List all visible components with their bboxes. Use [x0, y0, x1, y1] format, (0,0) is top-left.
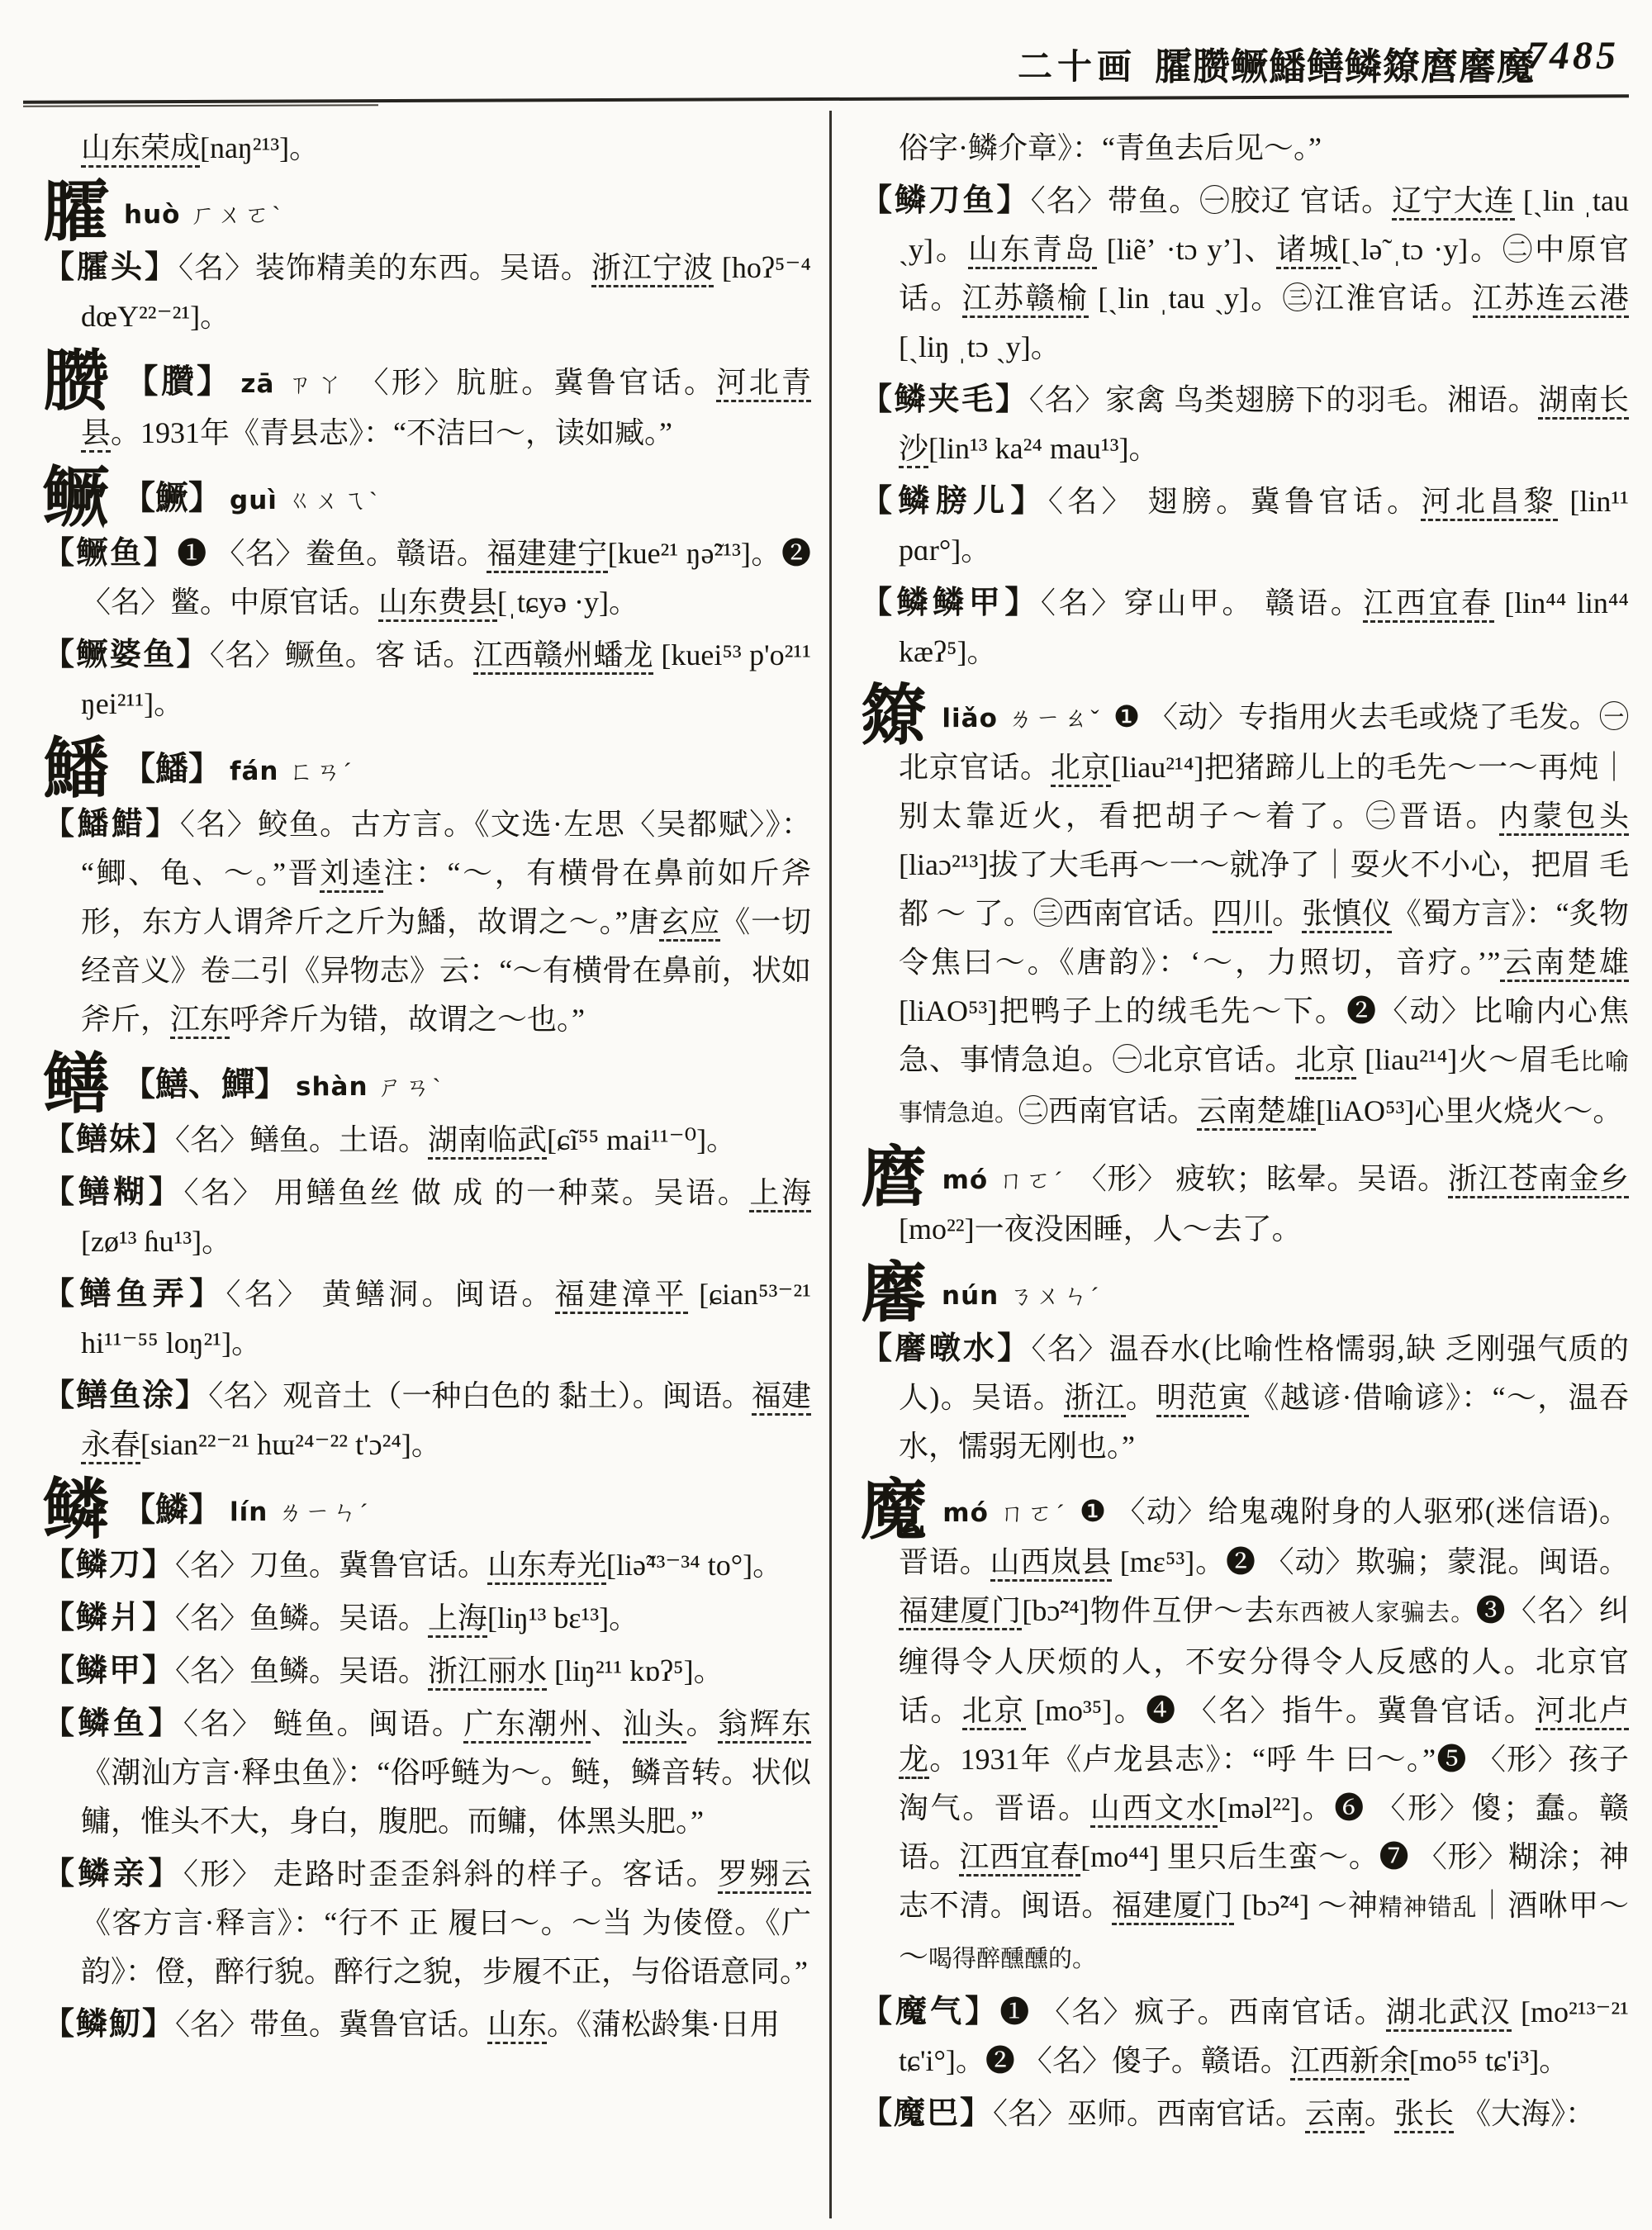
proper-noun: 山东荣成	[81, 131, 200, 168]
proper-noun: 江苏连云港	[1473, 282, 1629, 318]
proper-noun: 湖南临武	[428, 1123, 547, 1160]
pinyin-reading: guì	[230, 486, 278, 515]
text-run: ❶ 〈动〉专指用火去毛或烧了毛发。㊀北京官话。	[899, 700, 1630, 784]
text-run: 。1931年《青县志》：“不洁曰～，读如臧。”	[111, 416, 672, 449]
zhuyin-reading: ㄍㄨㄟˋ	[287, 487, 380, 515]
continuation-paragraph	[861, 124, 1629, 173]
text-run: ｜酒咻甲～～	[899, 1889, 1629, 1973]
text-run: 〈名〉鲛鱼。古方言。《文选·左思〈吴都赋〉》：“鲫、龟、～。”晋	[81, 808, 811, 890]
entry-headword: 【臛头】	[43, 250, 178, 285]
proper-noun: 福建厦门	[899, 1594, 1022, 1630]
compound-word-entry	[861, 177, 1629, 372]
text-run: [bɔ̃²⁴] ～神	[1233, 1889, 1379, 1922]
text-run: [ˏlə̃ ˌtɔ ·y]。㊁中原官话。	[899, 233, 1629, 315]
text-run: [kue²¹ ŋə̃²¹³]。❷ 〈名〉鳖。中原官话。	[81, 537, 811, 619]
proper-noun: 上海	[428, 1601, 487, 1638]
proper-noun: 辽宁大连	[1392, 184, 1515, 221]
text-run: [ɕĩ⁵⁵ mai¹¹⁻⁰]。	[547, 1123, 737, 1156]
compound-word-entry	[43, 1270, 811, 1368]
text-run: [mo²²]一夜没困睡，人～去了。	[899, 1212, 1302, 1245]
text-run: 比喻事情急迫。	[899, 1049, 1629, 1127]
head-character: 臜	[43, 346, 112, 419]
compound-word-entry	[43, 1372, 811, 1469]
text-run: ❶ 〈名〉疯子。西南官话。	[999, 1995, 1386, 2028]
proper-noun: 广东潮州	[463, 1707, 591, 1744]
zhuyin-reading: ㄌㄧㄣˊ	[278, 1499, 371, 1526]
entry-headword: 【鱕䱜】	[43, 807, 180, 842]
text-run: [lin¹¹ pɑr°]。	[899, 485, 1629, 567]
text-run: 〈名〉 翅膀。冀鲁官话。	[1047, 485, 1422, 518]
text-run: [ˏliŋ ˌtɔ ˏy]。	[899, 330, 1061, 363]
proper-noun: 玄应	[659, 905, 720, 942]
compound-word-entry	[43, 2000, 811, 2049]
proper-noun: 山东寿光	[487, 1549, 606, 1585]
proper-noun: 江西宜春	[1363, 586, 1493, 623]
text-run: 《客方言·释言》：“行不 正 履曰～。～当 为倰僜。《广韵》：僜，醉行貌。醉行之貌，步履不正，与俗语意同。”	[81, 1906, 811, 1988]
proper-noun: 张慎仪	[1302, 897, 1391, 933]
text-run: [zø¹³ ɦu¹³]。	[81, 1225, 232, 1258]
entry-headword: 【鳞魛】	[43, 2007, 176, 2042]
proper-noun: 山东	[487, 2008, 547, 2044]
proper-noun: 湖南长沙	[899, 383, 1629, 468]
text-run: 俗字·鳞介章》：“青鱼去后见～。”	[899, 131, 1322, 164]
text-run: [liAO⁵³]把鸭子上的绒毛先～下。❷〈动〉比喻内心焦急、事情急迫。㊀北京官话。	[899, 994, 1629, 1076]
text-run: 。	[1125, 1381, 1157, 1414]
text-run: 精神错乱	[1378, 1895, 1478, 1921]
text-run: 《一切经音义》卷二引《异物志》云：“～有横骨在鼻前，状如斧斤，	[81, 905, 811, 1036]
text-run: ㊁西南官话。	[1018, 1094, 1198, 1127]
text-run: [liə̃⁴³⁻³⁴ to°]。	[606, 1549, 783, 1582]
pinyin-reading: lín	[230, 1497, 268, 1527]
proper-noun: 山西文水	[1090, 1791, 1218, 1828]
traditional-form: 【鱗】	[122, 1492, 221, 1528]
proper-noun: 北京	[962, 1694, 1026, 1730]
proper-noun: 明范寅	[1156, 1381, 1249, 1417]
text-run: 〈名〉刀鱼。冀鲁官话。	[175, 1549, 488, 1582]
text-run: [mo²¹³⁻²¹ tɕ'i°]。❷ 〈名〉傻子。赣语。	[899, 1995, 1629, 2077]
pinyin-reading: shàn	[296, 1072, 368, 1102]
text-run: 〈名〉带鱼。㊀胶辽 官话。	[1030, 184, 1393, 217]
head-character-entry	[43, 1049, 811, 1122]
text-run: 《越谚·借喻谚》：“～，温吞水，懦弱无刚也。”	[899, 1381, 1629, 1463]
text-run: [liẽʼ ·tɔ yʼ]、	[1096, 233, 1277, 266]
proper-noun: 浙江苍南金乡	[1448, 1162, 1629, 1198]
head-character: 魔	[861, 1475, 928, 1548]
proper-noun: 北京	[1051, 751, 1112, 787]
traditional-form: 【鱕】	[122, 751, 221, 787]
proper-noun: 江西赣州蟠龙	[473, 638, 653, 675]
compound-word-entry	[43, 1594, 811, 1643]
text-run: 〈名〉 黄鳝洞。闽语。	[225, 1278, 555, 1311]
text-run: [ˏlin ˌtau ˏy]。	[899, 184, 1629, 266]
text-run: 喝得醉醺醺的。	[928, 1946, 1097, 1972]
text-run: [liau²¹⁴]把猪蹄儿上的毛先～一～再炖｜别太靠近火，看把胡子～着了。㊁晋语。	[899, 751, 1629, 833]
head-character: 麿	[861, 1142, 928, 1215]
proper-noun: 张长	[1394, 2097, 1454, 2133]
proper-noun: 汕头	[623, 1707, 686, 1744]
head-character: 臛	[43, 177, 109, 249]
entry-headword: 【鳞夹毛】	[861, 382, 1029, 417]
compound-word-entry	[861, 2090, 1629, 2138]
text-run: 〈形〉 走路时歪歪斜斜的样子。客话。	[183, 1858, 719, 1891]
header-rule	[23, 94, 1629, 103]
proper-noun: 山东青岛	[968, 233, 1097, 269]
proper-noun: 江西宜春	[959, 1840, 1080, 1877]
compound-word-entry	[43, 1647, 811, 1696]
text-run: 〈名〉穿山甲。 赣语。	[1040, 586, 1364, 619]
entry-headword: 【魔巴】	[861, 2096, 994, 2131]
head-character: 黁	[861, 1258, 927, 1331]
compound-word-entry	[43, 529, 811, 627]
text-run: 〈名〉温吞水(比喻性格懦弱,缺 乏刚强气质的人)。吴语。	[899, 1332, 1629, 1414]
proper-noun: 浙江	[1064, 1381, 1126, 1417]
text-run: 〈名〉鱼鳞。吴语。	[175, 1654, 429, 1687]
proper-noun: 江东	[170, 1003, 230, 1039]
traditional-form: 【臢】	[125, 363, 233, 400]
proper-noun: 福建永春	[81, 1379, 811, 1464]
text-run: 〈名〉鳜鱼。客 话。	[209, 638, 473, 671]
text-run: 呼斧斤为错，故谓之～也。”	[230, 1003, 586, 1036]
left-column	[43, 124, 811, 2053]
text-run: 〈名〉 鲢鱼。闽语。	[183, 1707, 464, 1740]
compound-word-entry	[43, 800, 811, 1044]
zhuyin-reading: ㄗㄚ	[284, 371, 348, 398]
head-character-entry	[43, 733, 811, 806]
text-run: [kuei⁵³ p'o²¹¹ ŋei²¹¹]。	[81, 638, 811, 720]
proper-noun: 河北卢龙	[899, 1694, 1629, 1779]
head-character-entry	[861, 1475, 1629, 1984]
text-run: [mo⁵⁵ tɕ'i³]。	[1408, 2044, 1569, 2077]
zhuyin-reading: ㄇㄛˊ	[998, 1167, 1066, 1194]
proper-noun: 上海	[749, 1176, 811, 1212]
proper-noun: 翁辉东	[718, 1707, 811, 1744]
entry-headword: 【鳝妹】	[43, 1122, 176, 1157]
proper-noun: 江苏赣榆	[962, 282, 1089, 318]
text-run: 。	[1272, 897, 1303, 930]
text-run: 。《蒲松龄集·日用	[547, 2008, 781, 2041]
text-run: [liŋ²¹¹ kɒʔ⁵]。	[547, 1654, 724, 1687]
proper-noun: 四川	[1213, 897, 1272, 933]
proper-noun: 云南楚雄	[1500, 946, 1629, 982]
text-run: 《潮汕方言·释虫鱼》：“俗呼鲢为～。鲢，鳞音转。状似鳙，惟头不大，身白，腹肥。而鳙，体黑头肥。”	[81, 1756, 811, 1838]
entry-headword: 【鳜鱼】	[43, 536, 178, 571]
pinyin-reading: zā	[240, 369, 275, 399]
proper-noun: 湖北武汉	[1386, 1995, 1512, 2032]
pinyin-reading: mó	[942, 1498, 989, 1528]
pinyin-reading: nún	[942, 1281, 999, 1311]
text-run: 〈名〉鱼鳞。吴语。	[175, 1601, 429, 1635]
text-run: [ˌtɕyə ·y]。	[497, 586, 638, 619]
compound-word-entry	[861, 477, 1629, 575]
traditional-form: 【鱖】	[122, 480, 221, 516]
right-column	[861, 124, 1629, 2142]
text-run: 〈名〉观音土（一种白色的 黏土）。闽语。	[208, 1379, 752, 1412]
proper-noun: 罗翙云	[718, 1858, 811, 1894]
compound-word-entry	[861, 579, 1629, 676]
entry-headword: 【鳞鱼】	[43, 1706, 183, 1741]
compound-word-entry	[43, 1850, 811, 1996]
compound-word-entry	[43, 1541, 811, 1590]
zhuyin-reading: ㄌㄧㄠˇ	[1007, 705, 1102, 733]
text-run: 〈名〉家禽 鸟类翅膀下的羽毛。湘语。	[1028, 383, 1539, 416]
proper-noun: 北京	[1295, 1043, 1356, 1079]
page-number: 7485	[1526, 34, 1619, 78]
text-run: ❶ 〈名〉鲞鱼。赣语。	[177, 537, 487, 570]
entry-headword: 【魔气】	[861, 1995, 1000, 2029]
traditional-form: 【鱔、鱓】	[122, 1066, 287, 1103]
head-character: 鱕	[43, 733, 109, 806]
text-run: 〈名〉装饰精美的东西。吴语。	[178, 251, 591, 284]
zhuyin-reading: ㄋㄨㄣˊ	[1009, 1283, 1102, 1310]
head-character-entry	[43, 346, 812, 458]
head-character-entry	[43, 463, 811, 535]
proper-noun: 浙江丽水	[428, 1654, 547, 1691]
zhuyin-reading: ㄈㄢˊ	[288, 758, 354, 785]
text-run: ❶ 〈动〉给鬼魂附身的人驱邪(迷信语)。晋语。	[899, 1495, 1629, 1578]
continuation-paragraph	[43, 124, 811, 173]
header-section-label: 二十画	[1018, 49, 1137, 87]
head-character-entry	[43, 1474, 811, 1547]
entry-headword: 【鳞亲】	[43, 1857, 183, 1891]
proper-noun: 云南楚雄	[1197, 1094, 1316, 1131]
proper-noun: 福建厦门	[1112, 1889, 1234, 1925]
text-run: 。	[686, 1707, 719, 1740]
text-run: [naŋ²¹³]。	[200, 131, 320, 164]
proper-noun: 云南	[1305, 2097, 1365, 2133]
column-divider	[829, 111, 832, 2218]
text-run: [lin¹³ ka²⁴ mau¹³]。	[928, 432, 1159, 465]
zhuyin-reading: ㄇㄛˊ	[998, 1500, 1068, 1527]
text-run: [hoʔ⁵⁻⁴ dœY²²⁻²¹]。	[81, 251, 811, 333]
text-run: [liau²¹⁴]火～眉毛	[1356, 1043, 1581, 1076]
header-character-run: 臛臜鳜鱕鳝鳞爒麿黁魔	[1155, 45, 1536, 88]
text-run: [bɔ̃²⁴]物件互伊～去	[1022, 1594, 1275, 1627]
head-character: 鳞	[43, 1474, 109, 1547]
compound-word-entry	[43, 244, 811, 341]
pinyin-reading: liǎo	[942, 704, 998, 733]
proper-noun: 山西岚县	[990, 1545, 1112, 1582]
text-run: 〈形〉 疲软；眩晕。吴语。	[1076, 1162, 1448, 1195]
zhuyin-reading: ㄏㄨㄛˋ	[190, 202, 283, 229]
head-character-entry	[43, 177, 811, 249]
text-run: [mo³⁵]。❹ 〈名〉指牛。冀鲁官话。	[1025, 1694, 1536, 1727]
zhuyin-reading: ㄕㄢˋ	[377, 1074, 444, 1101]
text-run: 《蜀方言》：“炙物令焦曰～。《唐韵》：‘～，力照切，音疗。’”	[899, 897, 1629, 979]
text-run: [mɛ⁵³]。❷ 〈动〉欺骗；蒙混。闽语。	[1111, 1545, 1629, 1578]
proper-noun: 内蒙包头	[1499, 799, 1629, 836]
proper-noun: 刘逵	[320, 856, 383, 893]
text-run: 注：“～，有横骨在鼻前如斤斧形，东方人谓斧斤之斤为鱕，故谓之～。”唐	[81, 856, 811, 938]
entry-headword: 【鳞鳞甲】	[861, 586, 1041, 620]
text-run: [sian²²⁻²¹ hɯ²⁴⁻²² t'ɔ²⁴]。	[140, 1428, 441, 1461]
head-character-entry	[861, 1258, 1629, 1331]
compound-word-entry	[861, 1988, 1629, 2085]
head-character-entry	[861, 1142, 1629, 1254]
entry-headword: 【鳞甲】	[43, 1654, 176, 1688]
entry-headword: 【鳝鱼涂】	[43, 1378, 209, 1413]
text-run: 〈形〉肮脏。冀鲁官话。	[358, 366, 717, 399]
pinyin-reading: huò	[124, 200, 181, 230]
entry-headword: 【黁暾水】	[861, 1331, 1032, 1366]
entry-headword: 【鳞爿】	[43, 1601, 176, 1635]
text-run: [liaɔ²¹³]拔了大毛再～一～就净了｜耍火不小心，把眉 毛 都 ～ 了。㊂西南官话。	[899, 848, 1629, 930]
compound-word-entry	[43, 1169, 811, 1266]
pinyin-reading: fán	[230, 757, 279, 786]
entry-headword: 【鳜婆鱼】	[43, 638, 210, 672]
entry-headword: 【鳞刀鱼】	[861, 183, 1031, 218]
pinyin-reading: mó	[942, 1165, 989, 1195]
text-run: 《大海》：	[1454, 2097, 1596, 2130]
text-run: [ˏlin ˌtau ˏy]。㊂江淮官话。	[1089, 282, 1473, 315]
head-character-entry	[861, 681, 1630, 1138]
text-run: [liŋ¹³ bɛ¹³]。	[487, 1601, 639, 1635]
head-character: 鳜	[43, 463, 109, 535]
entry-headword: 【鳞膀儿】	[861, 484, 1048, 519]
compound-word-entry	[43, 1116, 811, 1165]
compound-word-entry	[861, 376, 1629, 473]
text-run: 〈名〉 用鳝鱼丝 做 成 的一种菜。吴语。	[183, 1176, 750, 1209]
text-run: 。1931年《卢龙县志》：“呼 牛 曰～。”❺ 〈形〉孩子淘气。晋语。	[899, 1743, 1629, 1824]
text-run: [lin⁴⁴ lin⁴⁴ kæʔ⁵]。	[899, 586, 1629, 668]
text-run: 〈名〉鳝鱼。土语。	[175, 1123, 429, 1156]
text-run: ❸〈名〉纠缠得令人厌烦的人，不安分得令人反感的人。北京官话。	[899, 1594, 1629, 1727]
entry-headword: 【鳝鱼弄】	[43, 1277, 226, 1312]
proper-noun: 江西新余	[1290, 2044, 1409, 2081]
proper-noun: 诸城	[1276, 233, 1341, 269]
head-character: 爒	[861, 681, 928, 753]
proper-noun: 浙江宁波	[591, 251, 714, 287]
header-rule-fragment	[23, 104, 378, 107]
entry-headword: 【鳞刀】	[43, 1548, 176, 1582]
text-run: 、	[591, 1707, 623, 1740]
text-run: [liAO⁵³]心里火烧火～。	[1316, 1094, 1623, 1127]
proper-noun: 山东费县	[378, 586, 497, 622]
compound-word-entry	[43, 1700, 811, 1846]
text-run: 。	[1365, 2097, 1395, 2130]
text-run: 〈名〉巫师。西南官话。	[993, 2097, 1306, 2130]
entry-headword: 【鳝糊】	[43, 1175, 184, 1210]
compound-word-entry	[43, 631, 811, 728]
head-character: 鳝	[43, 1049, 109, 1122]
proper-noun: 河北昌黎	[1421, 485, 1558, 521]
text-run: 〈名〉带鱼。冀鲁官话。	[175, 2008, 488, 2041]
proper-noun: 河北青县	[81, 366, 811, 453]
text-run: [məl²²]。❻ 〈形〉傻；蠢。赣语。	[899, 1791, 1629, 1873]
text-run: [mo⁴⁴] 里只后生蛮～。❼ 〈形〉糊涂；神志不清。闽语。	[899, 1840, 1629, 1922]
proper-noun: 福建建宁	[487, 537, 607, 573]
text-run: [ɕian⁵³⁻²¹ hi¹¹⁻⁵⁵ loŋ²¹]。	[81, 1278, 811, 1359]
compound-word-entry	[861, 1325, 1629, 1471]
text-run: 东西被人家骗去。	[1275, 1600, 1476, 1626]
proper-noun: 福建漳平	[555, 1278, 688, 1314]
